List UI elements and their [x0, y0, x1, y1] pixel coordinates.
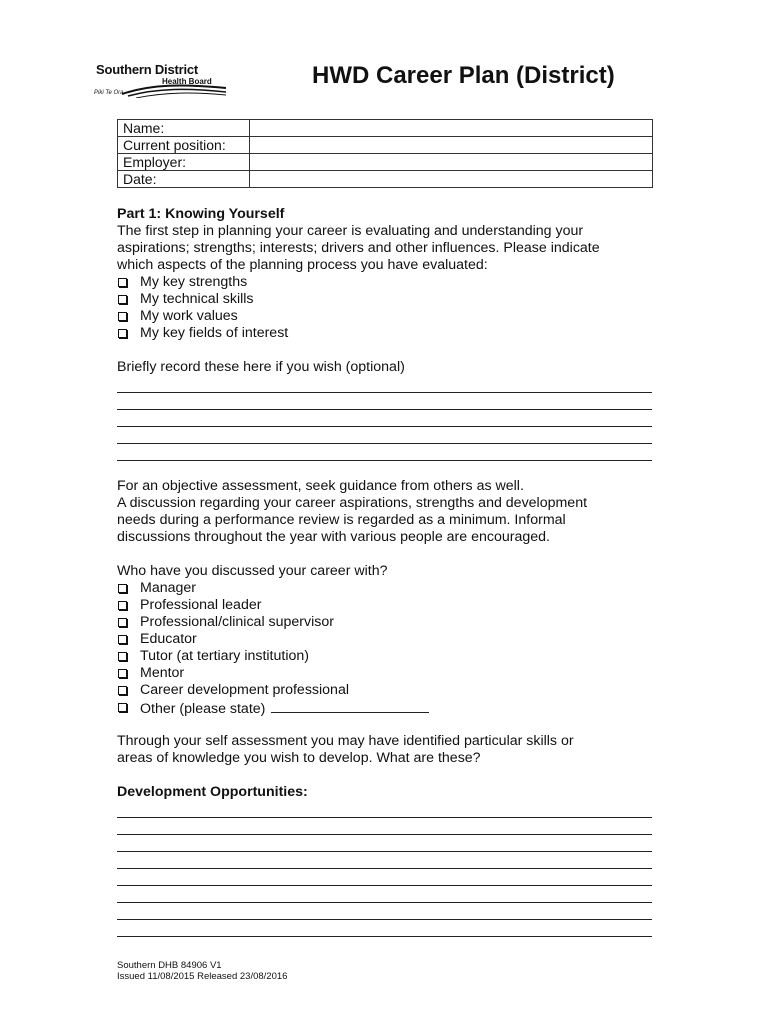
assessment-line: For an objective assessment, seek guidance from others as well. [117, 478, 524, 494]
answer-line[interactable] [117, 393, 652, 410]
part1-heading: Part 1: Knowing Yourself [117, 206, 285, 222]
answer-line[interactable] [117, 903, 652, 920]
part1-section [117, 206, 662, 937]
sdhb-logo [88, 58, 228, 102]
checklist-item[interactable] [117, 308, 662, 325]
self-assessment-line: areas of knowledge you wish to develop. What are these? [117, 750, 481, 766]
record-prompt: Briefly record these here if you wish (optional) [117, 359, 405, 375]
footer-issued: Issued 11/08/2015 Released 23/08/2016 [117, 971, 288, 982]
answer-line[interactable] [117, 852, 652, 869]
date-field[interactable] [250, 171, 653, 188]
checklist-label: My technical skills [140, 291, 254, 307]
info-row-position [118, 137, 653, 154]
checklist-item-other[interactable] [117, 699, 662, 716]
assessment-line: needs during a performance review is regarded as a minimum. Informal [117, 512, 566, 528]
current-position-field[interactable] [250, 137, 653, 154]
checklist-label: Tutor (at tertiary institution) [140, 648, 309, 664]
self-assessment-line: Through your self assessment you may have identified particular skills or [117, 733, 574, 749]
intro-line: aspirations; strengths; interests; drivers and other influences. Please indicate [117, 240, 600, 256]
aspects-checklist [117, 274, 662, 342]
checklist-label: Professional leader [140, 597, 262, 613]
answer-line[interactable] [117, 444, 652, 461]
checklist-label: My work values [140, 308, 238, 324]
discussed-checklist [117, 580, 662, 716]
logo-tagline: Piki Te Ora [94, 90, 124, 96]
name-field[interactable] [250, 120, 653, 137]
checklist-item[interactable] [117, 580, 662, 597]
checklist-label: Other (please state) [140, 701, 266, 717]
document-footer [117, 960, 287, 982]
checklist-item[interactable] [117, 291, 662, 308]
info-row-employer [118, 154, 653, 171]
info-label: Name: [118, 120, 250, 137]
discussed-question: Who have you discussed your career with? [117, 563, 388, 579]
logo-wave-icon [122, 82, 226, 98]
checkbox-icon[interactable] [118, 618, 127, 627]
checkbox-icon[interactable] [118, 686, 127, 695]
checkbox-icon[interactable] [118, 295, 127, 304]
answer-line[interactable] [117, 376, 652, 393]
answer-line[interactable] [117, 427, 652, 444]
footer-doc-id: Southern DHB 84906 V1 [117, 960, 222, 971]
checklist-item[interactable] [117, 682, 662, 699]
development-heading: Development Opportunities: [117, 784, 308, 800]
checklist-item[interactable] [117, 614, 662, 631]
checklist-label: Manager [140, 580, 196, 596]
checkbox-icon[interactable] [118, 635, 127, 644]
checkbox-icon[interactable] [118, 669, 127, 678]
logo-line2: Health Board [162, 77, 212, 86]
checklist-label: Career development professional [140, 682, 349, 698]
info-label: Date: [118, 171, 250, 188]
assessment-line: discussions throughout the year with various people are encouraged. [117, 529, 550, 545]
checklist-item[interactable] [117, 274, 662, 291]
answer-line[interactable] [117, 920, 652, 937]
checkbox-icon[interactable] [118, 584, 127, 593]
checklist-label: Professional/clinical supervisor [140, 614, 334, 630]
answer-line[interactable] [117, 869, 652, 886]
checklist-item[interactable] [117, 648, 662, 665]
logo-line1: Southern District [96, 62, 199, 77]
info-label: Current position: [118, 137, 250, 154]
document-title: HWD Career Plan (District) [312, 62, 615, 89]
checklist-item[interactable] [117, 665, 662, 682]
info-table [117, 119, 653, 188]
checkbox-icon[interactable] [118, 703, 127, 712]
other-state-field[interactable] [271, 699, 429, 713]
checkbox-icon[interactable] [118, 278, 127, 287]
checkbox-icon[interactable] [118, 329, 127, 338]
answer-line[interactable] [117, 818, 652, 835]
answer-line[interactable] [117, 801, 652, 818]
checkbox-icon[interactable] [118, 312, 127, 321]
info-row-name [118, 120, 653, 137]
intro-line: which aspects of the planning process you have evaluated: [117, 257, 488, 273]
answer-line[interactable] [117, 886, 652, 903]
info-label: Employer: [118, 154, 250, 171]
checklist-label: Mentor [140, 665, 185, 681]
checklist-label: My key fields of interest [140, 325, 289, 341]
checkbox-icon[interactable] [118, 652, 127, 661]
checkbox-icon[interactable] [118, 601, 127, 610]
employer-field[interactable] [250, 154, 653, 171]
checklist-item[interactable] [117, 631, 662, 648]
checklist-label: Educator [140, 631, 197, 647]
checklist-item[interactable] [117, 325, 662, 342]
assessment-line: A discussion regarding your career aspirations, strengths and development [117, 495, 588, 511]
checklist-label: My key strengths [140, 274, 248, 290]
info-row-date [118, 171, 653, 188]
checklist-item[interactable] [117, 597, 662, 614]
intro-line: The first step in planning your career is evaluating and understanding your [117, 223, 584, 239]
answer-line[interactable] [117, 835, 652, 852]
answer-line[interactable] [117, 410, 652, 427]
